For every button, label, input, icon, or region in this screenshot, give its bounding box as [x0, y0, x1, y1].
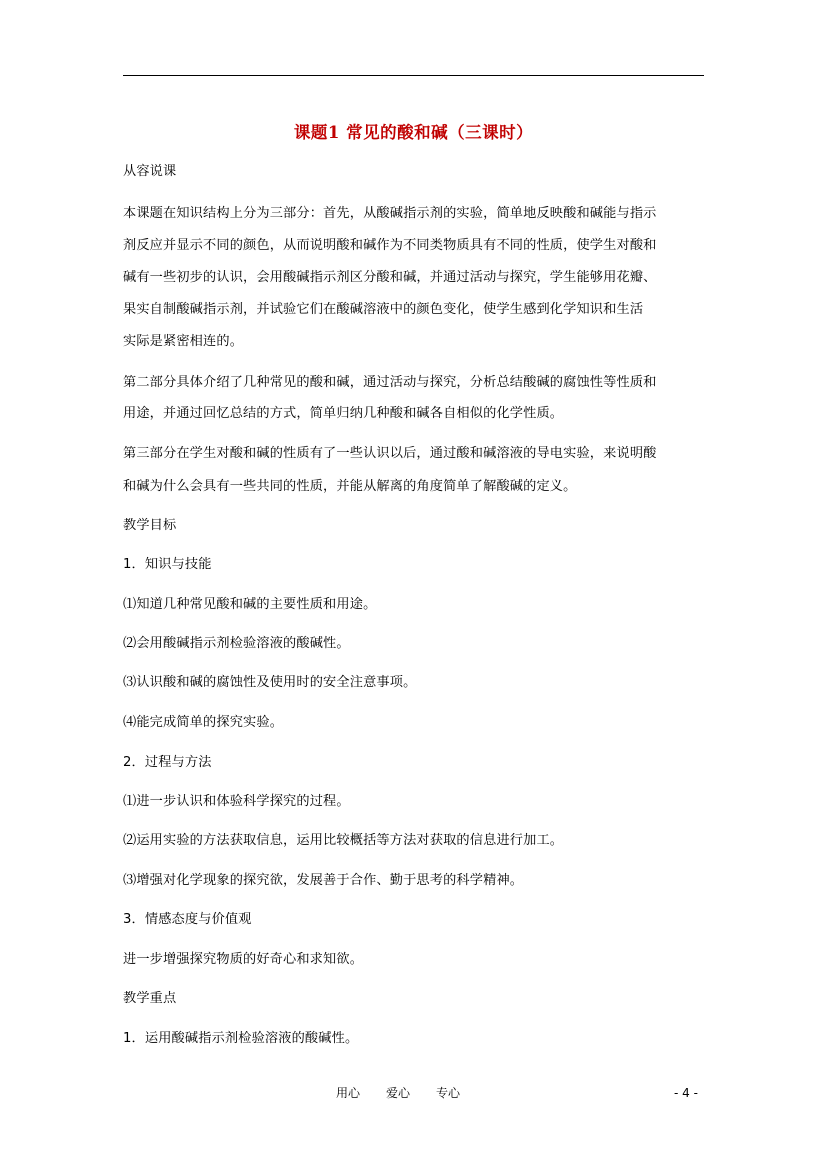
paragraph-line: 本课题在知识结构上分为三部分：首先，从酸碱指示剂的实验，简单地反映酸和碱能与指示	[123, 206, 657, 221]
paragraph-line: 剂反应并显示不同的颜色，从而说明酸和碱作为不同类物质具有不同的性质，使学生对酸和	[123, 238, 657, 253]
paragraph-line: 果实自制酸碱指示剂，并试验它们在酸碱溶液中的颜色变化，使学生感到化学知识和生活	[123, 302, 644, 317]
list-item: ⑶增强对化学现象的探究欲，发展善于合作、勤于思考的科学精神。	[123, 873, 524, 888]
paragraph-line: 进一步增强探究物质的好奇心和求知欲。	[123, 952, 364, 967]
section-heading-lesson-talk: 从容说课	[123, 164, 177, 179]
paragraph-line: 实际是紧密相连的。	[123, 334, 244, 349]
paragraph-line: 和碱为什么会具有一些共同的性质，并能从解离的角度简单了解酸碱的定义。	[123, 479, 577, 494]
page-title: 课题1 常见的酸和碱（三课时）	[293, 123, 534, 142]
list-item: ⑶认识酸和碱的腐蚀性及使用时的安全注意事项。	[123, 675, 417, 690]
list-heading: 2．过程与方法	[123, 755, 212, 770]
footer-word: 爱心	[386, 1086, 411, 1100]
section-heading-teaching-goals: 教学目标	[123, 518, 177, 533]
list-item: ⑵运用实验的方法获取信息，运用比较概括等方法对获取的信息进行加工。	[123, 833, 564, 848]
list-item: ⑷能完成简单的探究实验。	[123, 715, 284, 730]
footer-word: 专心	[436, 1086, 461, 1100]
page-number: - 4 -	[674, 1086, 698, 1100]
paragraph-line: 碱有一些初步的认识，会用酸碱指示剂区分酸和碱，并通过活动与探究，学生能够用花瓣、	[123, 270, 657, 285]
list-item: ⑴进一步认识和体验科学探究的过程。	[123, 794, 350, 809]
paragraph-line: 第二部分具体介绍了几种常见的酸和碱，通过活动与探究，分析总结酸碱的腐蚀性等性质和	[123, 375, 657, 390]
paragraph-line: 第三部分在学生对酸和碱的性质有了一些认识以后，通过酸和碱溶液的导电实验，来说明酸	[123, 446, 657, 461]
footer-motto	[336, 1085, 486, 1101]
list-heading: 3．情感态度与价值观	[123, 912, 252, 927]
paragraph-line: 用途，并通过回忆总结的方式，简单归纳几种酸和碱各自相似的化学性质。	[123, 406, 564, 421]
header-rule	[123, 75, 704, 76]
list-item: ⑵会用酸碱指示剂检验溶液的酸碱性。	[123, 636, 350, 651]
section-heading-key-points: 教学重点	[123, 991, 177, 1006]
list-item: 1．运用酸碱指示剂检验溶液的酸碱性。	[123, 1031, 359, 1046]
list-heading: 1．知识与技能	[123, 557, 212, 572]
list-item: ⑴知道几种常见酸和碱的主要性质和用途。	[123, 597, 377, 612]
footer-word: 用心	[336, 1086, 361, 1100]
